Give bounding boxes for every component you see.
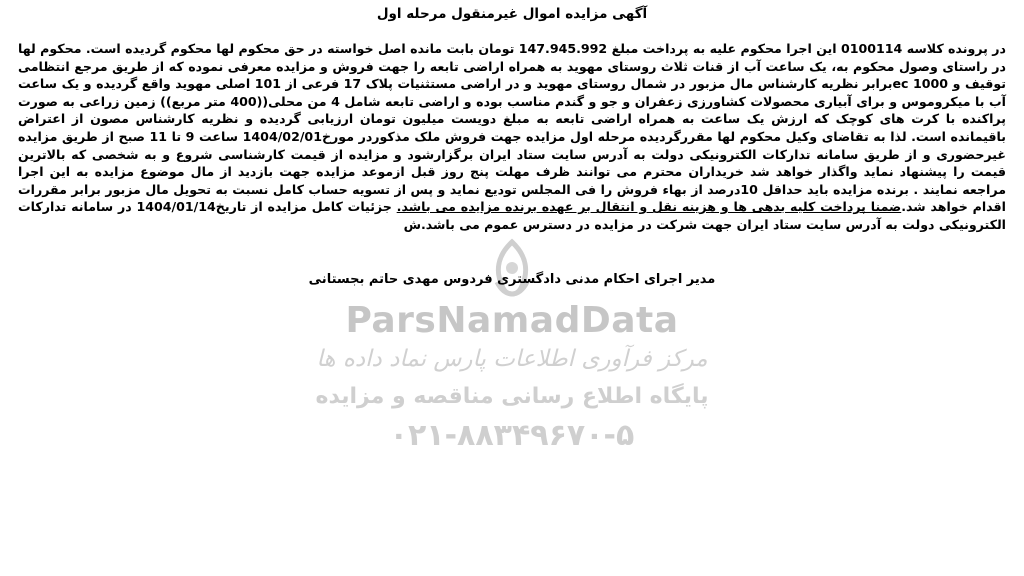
watermark-logo-icon: [0, 238, 1024, 304]
notice-body: [18, 40, 1006, 234]
watermark-line-2: پایگاه اطلاع رسانی مناقصه و مزایده: [315, 384, 709, 409]
watermark-brand: ParsNamadData: [345, 300, 679, 341]
watermark-phone: ۰۲۱-۸۸۳۴۹۶۷۰-۵: [389, 418, 635, 453]
notice-body-underlined: ضمنا پرداخت کلیه بدهی ها و هزینه نقل و انتقال بر عهده برنده مزایده می باشد.: [396, 199, 902, 215]
notice-signature: مدیر اجرای احکام مدنی دادگستری فردوس مهدی حاتم بجستانی: [308, 272, 716, 287]
notice-title: آگهی مزایده اموال غیرمنقول مرحله اول: [376, 6, 648, 22]
notice-body-part-2: جزئیات کامل مزایده از تاریخ1404/01/14 در سامانه تدارکات الکترونیکی دولت به آدرس سایت ستاد ایران جهت شرکت در مزایده در دسترس عموم می باشد.ش: [18, 199, 1006, 232]
notice-body-part-1: در پرونده کلاسه 0100114 این اجرا محکوم علیه به پرداخت مبلغ 147.945.992 تومان بابت مانده اصل خواسته در حق محکوم لها محکوم گردیده است. محکوم لها در راستای وصول محکوم به، یک ساعت آب از قنات ثلاث روستای مهوید به همراه اراضی تابعه را جهت فروش و مزایده معرفی نموده که از طریق مرجع انتظامی توقیف و 1000 ecبرابر نظریه کارشناس مال مزبور در شمال روستای مهوید و در اراضی مستثنیات پلاک 17 فرعی از 101 اصلی مهوید واقع گردیده و یک ساعت آب با میکروموس و برای آبیاری محصولات کشاورزی زعفران و جو و گندم مناسب بوده و اراضی تابعه شامل 4 من محلی((400 متر مربع)) زمین زراعی به صورت پراکنده با کرت های کوچک که ارزش یک ساعت به همراه اراضی تابعه به مبلغ دویست میلیون تومان ارزیابی گردیده و نظریه کارشناس مصون از اعتراض باقیمانده است. لذا به تقاضای وکیل محکوم لها مقررگردیده مرحله اول مزایده جهت فروش ملک مذکوردر مورخ1404/02/01 ساعت 9 تا 11 صبح از طریق مزایده غیرحضوری و از طریق سامانه تدارکات الکترونیکی دولت به آدرس سایت ستاد ایران برگزارشود و مزایده از قیمت کارشناسی شروع و به شخصی که بالاترین قیمت را پیشنهاد نماید واگذار خواهد شد خریداران محترم می توانند ظرف مهلت پنج روز قبل ازموعد مزایده جهت بازدید از مال موضوع مزایده به این اجرا مراجعه نمایند . برنده مزایده باید حداقل 10درصد از بهاء فروش را فی المجلس تودیع نماید و پس از تسویه حساب کامل نسبت به تحویل مال مزبور برابر مقررات اقدام خواهد شد.: [18, 41, 1007, 215]
watermark-line-1: مرکز فرآوری اطلاعات پارس نماد داده ها: [316, 346, 708, 372]
